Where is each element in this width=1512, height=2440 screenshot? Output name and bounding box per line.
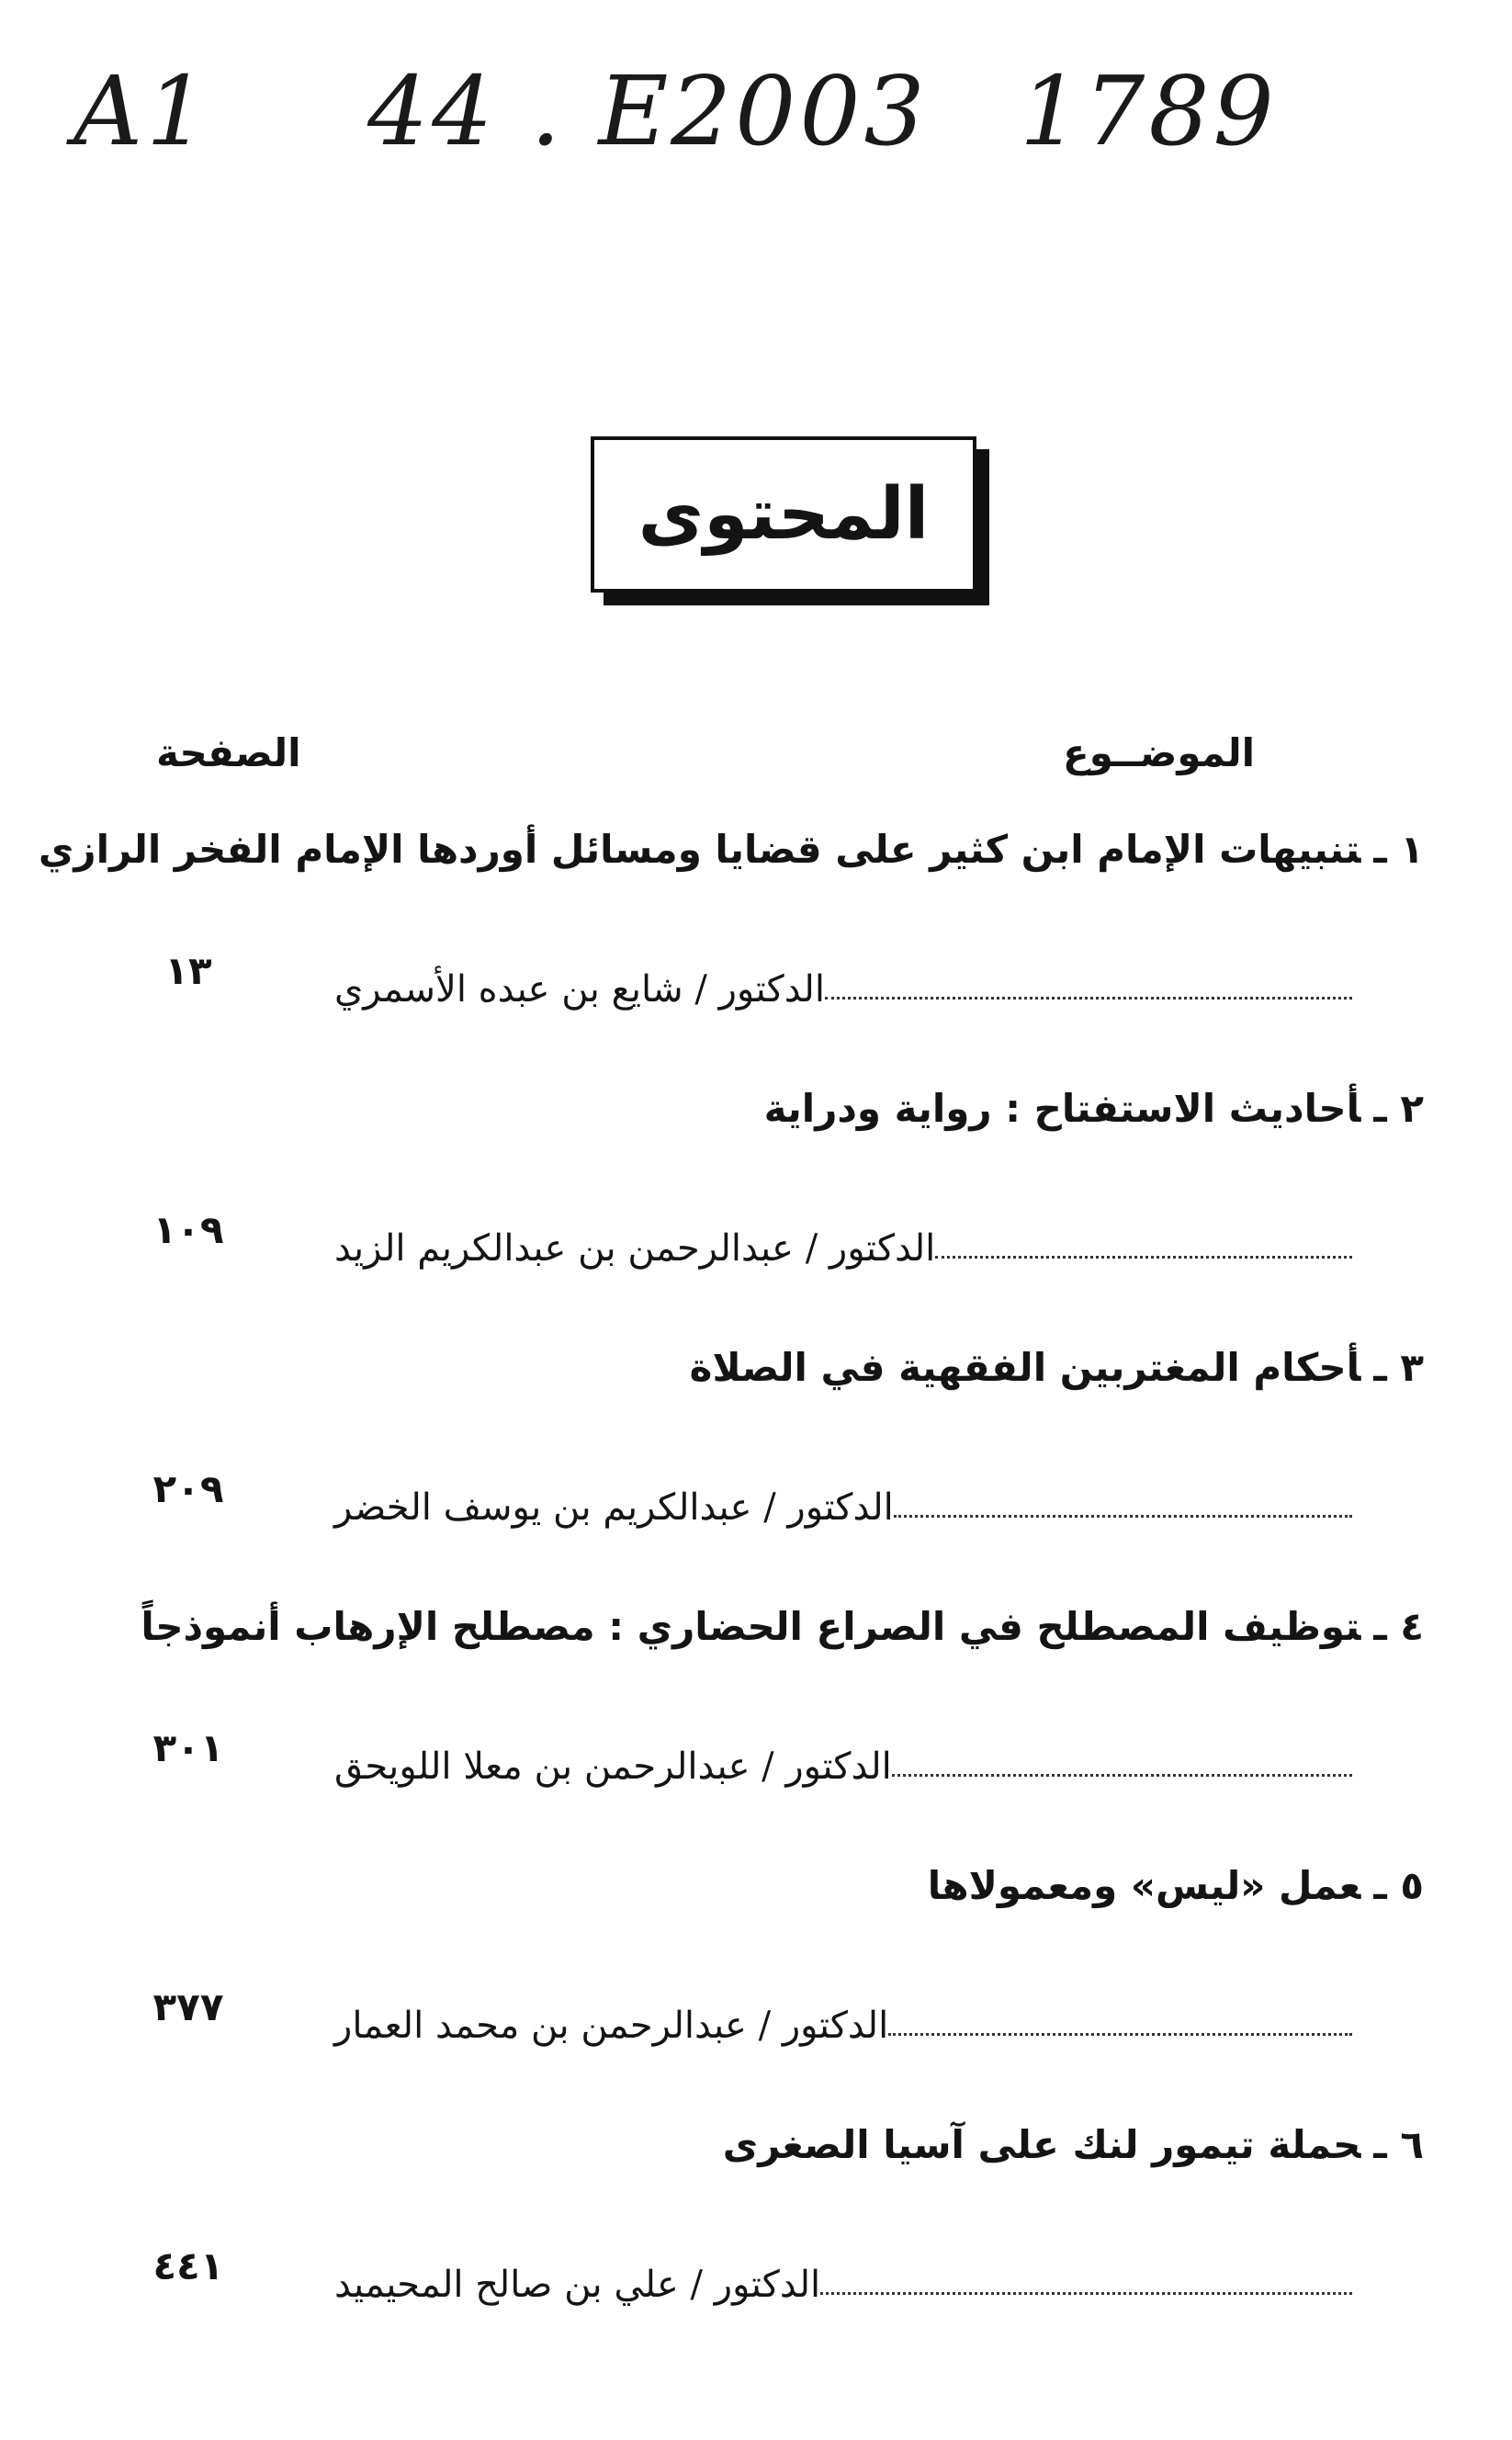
entry-title-text: أحكام المغتربين الفقهية في الصلاة [689,1345,1361,1390]
handwritten-part: 2003 [671,55,929,167]
entry-page-number: ١٣ [164,948,212,993]
page-title: المحتوى [638,473,930,556]
dot-leader [888,2033,1352,2036]
entry-page-number: ٣٠١ [152,1725,224,1770]
entry-title [193,1863,1424,1908]
entry-page-number: ١٠٩ [152,1207,224,1252]
entry-page-number: ٤٤١ [152,2243,224,2288]
entry-title [193,1345,1424,1390]
handwritten-part: 44 . E [367,55,672,167]
dot-leader [894,1515,1352,1518]
entry-title-text: حملة تيمور لنك على آسيا الصغرى [722,2122,1361,2167]
entry-title-text: تنبيهات الإمام ابن كثير على قضايا ومسائل أوردها الإمام الفخر الرازي [38,827,1361,872]
column-header-page: الصفحة [156,730,301,775]
entry-title [193,2122,1424,2167]
toc-entry [129,1604,1424,1863]
entry-page-number: ٣٧٧ [152,1984,224,2029]
author-line [323,1733,1352,1788]
entry-title-text: أحاديث الاستفتاح : رواية ودراية [763,1086,1361,1131]
author-line [323,955,1352,1011]
toc-entry [38,827,1424,1086]
dot-leader [820,2292,1352,2295]
entry-title [193,1086,1424,1131]
author-line [323,2251,1352,2306]
toc-list [38,827,1424,2370]
toc-entry [129,2122,1424,2381]
entry-author: الدكتور / عبدالكريم بن يوسف الخضر [334,1486,894,1529]
dot-leader [892,1774,1352,1777]
entry-title [141,1604,1424,1649]
toc-entry [129,1086,1424,1345]
handwritten-part: 1789 [1020,55,1278,167]
toc-entry [129,1345,1424,1604]
dot-leader [825,997,1352,1000]
entry-number: ٦ ـ [1373,2122,1424,2167]
entry-author: الدكتور / شايع بن عبده الأسمري [334,968,825,1011]
handwritten-catalog-note [73,55,1304,184]
entry-number: ٥ ـ [1373,1863,1424,1908]
column-header-topic: الموضــوع [1063,730,1255,775]
title-box [591,436,976,593]
entry-page-number: ٢٠٩ [152,1466,224,1511]
toc-entry [129,1863,1424,2122]
entry-number: ١ ـ [1373,827,1424,872]
author-line [323,1992,1352,2047]
entry-number: ٢ ـ [1373,1086,1424,1131]
dot-leader [935,1256,1352,1259]
author-line [323,1474,1352,1529]
entry-author: الدكتور / علي بن صالح المحيميد [334,2264,821,2306]
entry-title-text: توظيف المصطلح في الصراع الحضاري : مصطلح الإرهاب أنموذجاً [141,1604,1361,1649]
entry-author: الدكتور / عبدالرحمن بن محمد العمار [334,2005,889,2047]
entry-author: الدكتور / عبدالرحمن بن عبدالكريم الزيد [334,1227,936,1270]
entry-author: الدكتور / عبدالرحمن بن معلا اللويحق [334,1745,892,1788]
handwritten-part: A1 [73,55,211,167]
author-line [323,1214,1352,1270]
entry-number: ٤ ـ [1373,1604,1424,1649]
entry-title-text: عمل «ليس» ومعمولاها [927,1863,1361,1908]
entry-number: ٣ ـ [1373,1345,1424,1390]
entry-title [38,827,1424,872]
